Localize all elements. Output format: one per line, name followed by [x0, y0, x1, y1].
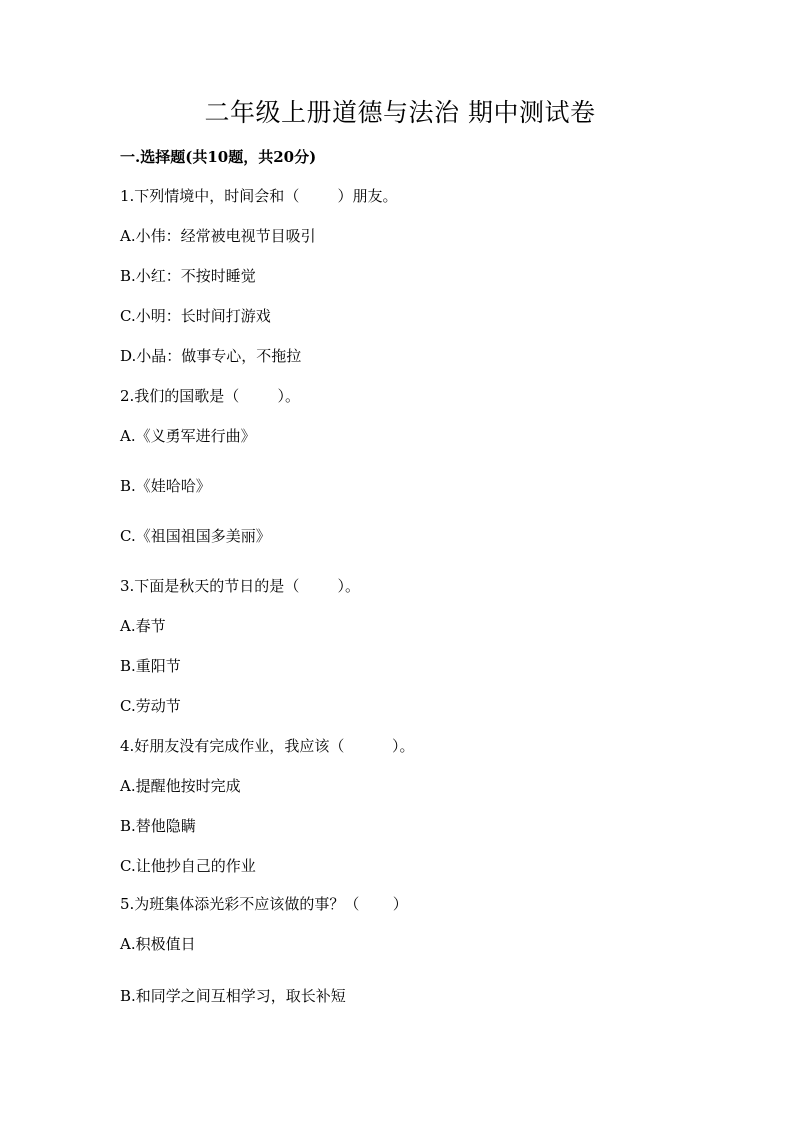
question-stem-4: 4.好朋友没有完成作业，我应该（ ）。 [120, 737, 415, 755]
question-3-option-c: C.劳动节 [120, 697, 181, 715]
question-4-option-b: B.替他隐瞒 [120, 817, 196, 835]
question-1-option-a: A.小伟：经常被电视节目吸引 [120, 227, 316, 245]
question-stem-2: 2.我们的国歌是（ ）。 [120, 387, 300, 405]
question-5-option-b: B.和同学之间互相学习，取长补短 [120, 987, 346, 1005]
question-2-option-a: A.《义勇军进行曲》 [120, 427, 256, 445]
question-5-option-a: A.积极值日 [120, 935, 196, 953]
question-2-option-b: B.《娃哈哈》 [120, 477, 211, 495]
question-stem-1: 1.下列情境中，时间会和（ ）朋友。 [120, 187, 398, 205]
question-2-option-c: C.《祖国祖国多美丽》 [120, 527, 271, 545]
question-1-option-b: B.小红：不按时睡觉 [120, 267, 256, 285]
question-1-option-d: D.小晶：做事专心，不拖拉 [120, 347, 302, 365]
question-4-option-c: C.让他抄自己的作业 [120, 857, 256, 875]
question-stem-3: 3.下面是秋天的节日的是（ ）。 [120, 577, 360, 595]
section-heading: 一.选择题(共10题，共20分) [120, 148, 317, 166]
question-4-option-a: A.提醒他按时完成 [120, 777, 241, 795]
question-3-option-b: B.重阳节 [120, 657, 181, 675]
question-3-option-a: A.春节 [120, 617, 166, 635]
question-stem-5: 5.为班集体添光彩不应该做的事？（ ） [120, 895, 408, 913]
page-title: 二年级上册道德与法治 期中测试卷 [204, 98, 596, 127]
question-1-option-c: C.小明：长时间打游戏 [120, 307, 271, 325]
